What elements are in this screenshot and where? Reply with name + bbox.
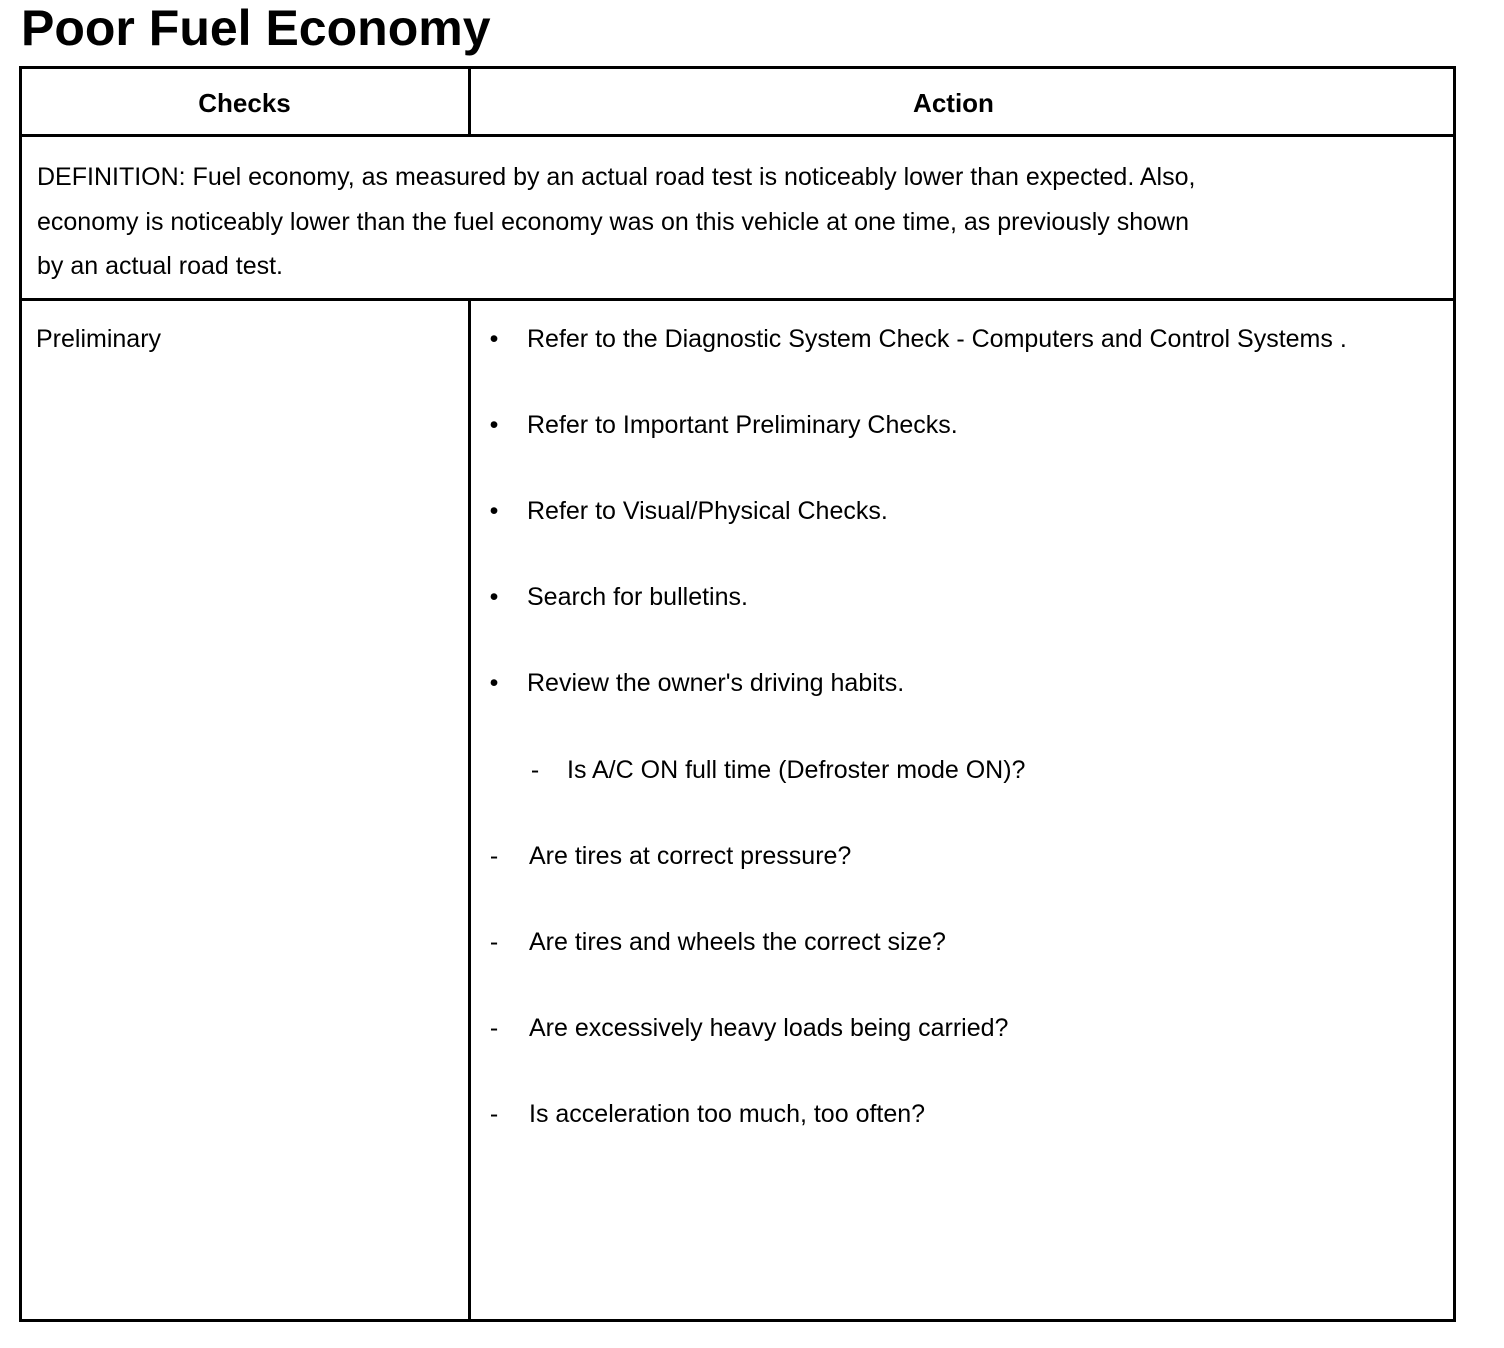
- bullet-marker: •: [489, 325, 499, 353]
- header-divider: [19, 134, 1456, 137]
- checks-column-header: Checks: [198, 88, 291, 118]
- definition-line: DEFINITION: Fuel economy, as measured by an actual road test is noticeably lower than expected. Also,: [37, 163, 1196, 191]
- page-title: Poor Fuel Economy: [21, 0, 491, 56]
- action-text: Search for bulletins.: [527, 583, 748, 611]
- action-text: Are tires at correct pressure?: [529, 842, 852, 870]
- action-text: Review the owner's driving habits.: [527, 669, 905, 697]
- dash-marker: -: [489, 1014, 499, 1042]
- check-preliminary: Preliminary: [36, 325, 162, 353]
- action-text: Are excessively heavy loads being carried?: [529, 1014, 1009, 1042]
- definition-line: economy is noticeably lower than the fuel economy was on this vehicle at one time, as previously shown: [37, 207, 1189, 236]
- action-text: Is acceleration too much, too often?: [529, 1100, 926, 1128]
- dash-marker: -: [489, 928, 499, 956]
- definition-line: by an actual road test.: [37, 252, 283, 280]
- action-text: Refer to the Diagnostic System Check - Computers and Control Systems .: [527, 325, 1347, 353]
- bullet-marker: •: [489, 583, 499, 611]
- definition-text: [37, 155, 1377, 289]
- bullet-marker: •: [489, 669, 499, 697]
- dash-marker: -: [489, 842, 499, 870]
- body-column-divider: [468, 298, 471, 1322]
- bullet-marker: •: [489, 497, 499, 525]
- dash-marker: -: [530, 756, 540, 784]
- bullet-marker: •: [489, 411, 499, 439]
- action-text: Is A/C ON full time (Defroster mode ON)?: [567, 756, 1026, 784]
- definition-divider: [19, 298, 1456, 301]
- action-column-header: Action: [913, 88, 994, 118]
- action-text: Are tires and wheels the correct size?: [529, 928, 946, 956]
- action-text: Refer to Visual/Physical Checks.: [527, 497, 888, 525]
- action-text: Refer to Important Preliminary Checks.: [527, 411, 958, 439]
- dash-marker: -: [489, 1100, 499, 1128]
